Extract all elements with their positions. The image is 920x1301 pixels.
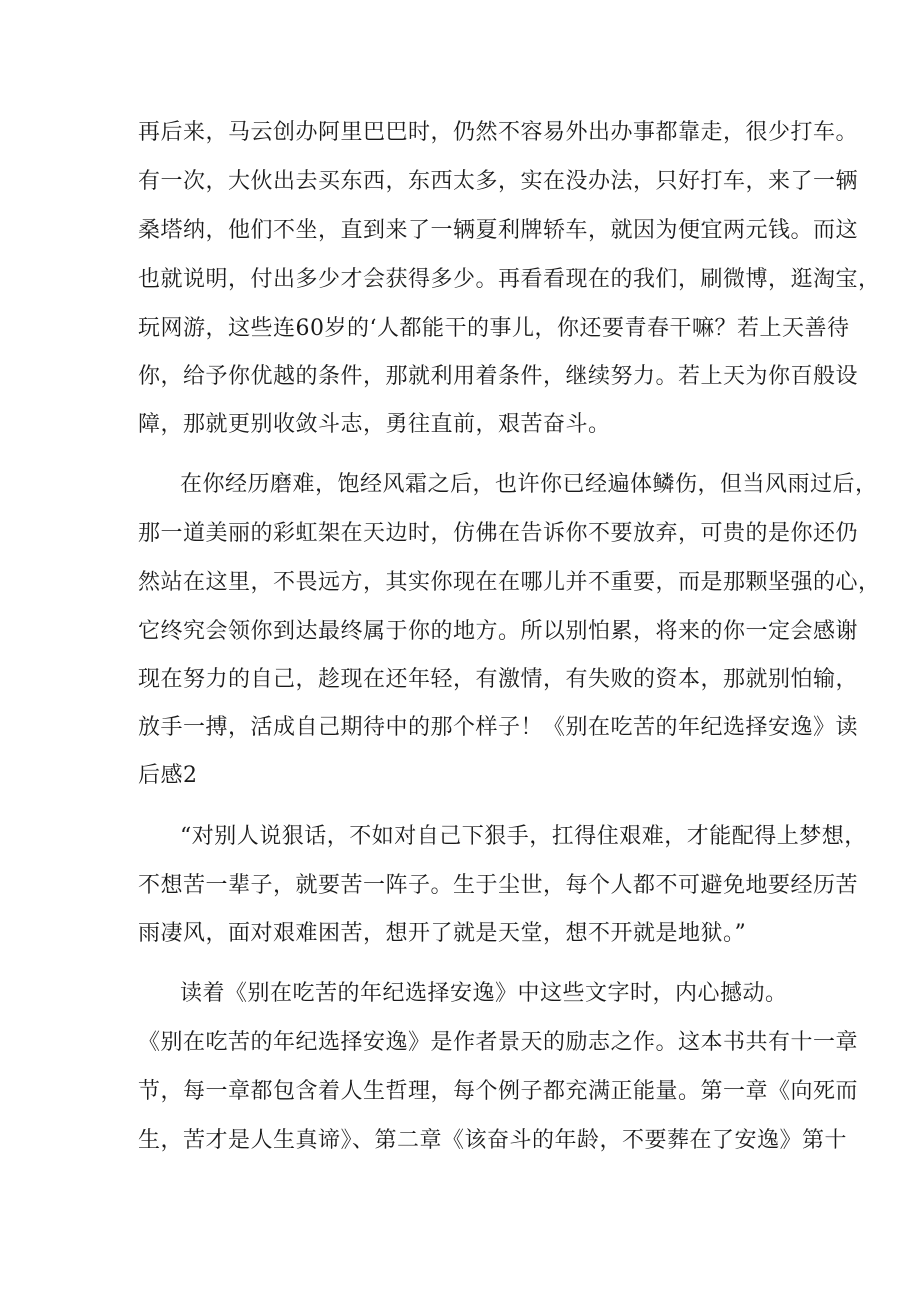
text-line: 也就说明，付出多少才会获得多少。再看看现在的我们，刷微博，逛淘宝， (138, 267, 881, 292)
text-line: 那一道美丽的彩虹架在天边时，仿佛在告诉你不要放弃，可贵的是你还仍 (138, 521, 859, 546)
text-line: 放手一搏，活成自己期待中的那个样子！《别在吃苦的年纪选择安逸》读 (138, 715, 859, 740)
text-line: 桑塔纳，他们不坐，直到来了一辆夏利牌轿车，就因为便宜两元钱。而这 (138, 218, 859, 243)
text-line: 障，那就更别收敛斗志，勇往直前，艰苦奋斗。 (138, 412, 611, 437)
text-line: 再后来，马云创办阿里巴巴时，仍然不容易外出办事都靠走，很少打车。 (138, 120, 859, 145)
text-line: 然站在这里，不畏远方，其实你现在在哪儿并不重要，而是那颗坚强的心， (138, 570, 881, 595)
text-line: 后感2 (138, 763, 198, 788)
text-line: 《别在吃苦的年纪选择安逸》是作者景天的励志之作。这本书共有十一章 (138, 1030, 859, 1055)
text-line: 不想苦一辈子，就要苦一阵子。生于尘世，每个人都不可避免地要经历苦 (138, 873, 859, 898)
text-line: 节，每一章都包含着人生哲理，每个例子都充满正能量。第一章《向死而 (138, 1079, 859, 1104)
text-line: 玩网游，这些连60岁的‘人都能干的事儿，你还要青春干嘛？若上天善待 (138, 316, 850, 341)
text-line: 你，给予你优越的条件，那就利用着条件，继续努力。若上天为你百般设 (138, 364, 859, 389)
text-line: 生，苦才是人生真谛》、第二章《该奋斗的年龄，不要葬在了安逸》第十 (138, 1128, 848, 1153)
text-line: 在你经历磨难，饱经风霜之后，也许你已经遍体鳞伤，但当风雨过后， (180, 472, 878, 497)
text-line: 雨凄风，面对艰难困苦，想开了就是天堂，想不开就是地狱。” (138, 921, 747, 946)
text-line: 它终究会领你到达最终属于你的地方。所以别怕累，将来的你一定会感谢 (138, 619, 859, 644)
text-line: 现在努力的自己，趁现在还年轻，有激情，有失败的资本，那就别怕输， (138, 667, 859, 692)
text-line: 读着《别在吃苦的年纪选择安逸》中这些文字时，内心撼动。 (180, 981, 788, 1006)
text-line: 有一次，大伙出去买东西，东西太多，实在没办法，只好打车，来了一辆 (138, 169, 859, 194)
text-line: “对别人说狠话，不如对自己下狠手，扛得住艰难，才能配得上梦想， (180, 824, 867, 849)
